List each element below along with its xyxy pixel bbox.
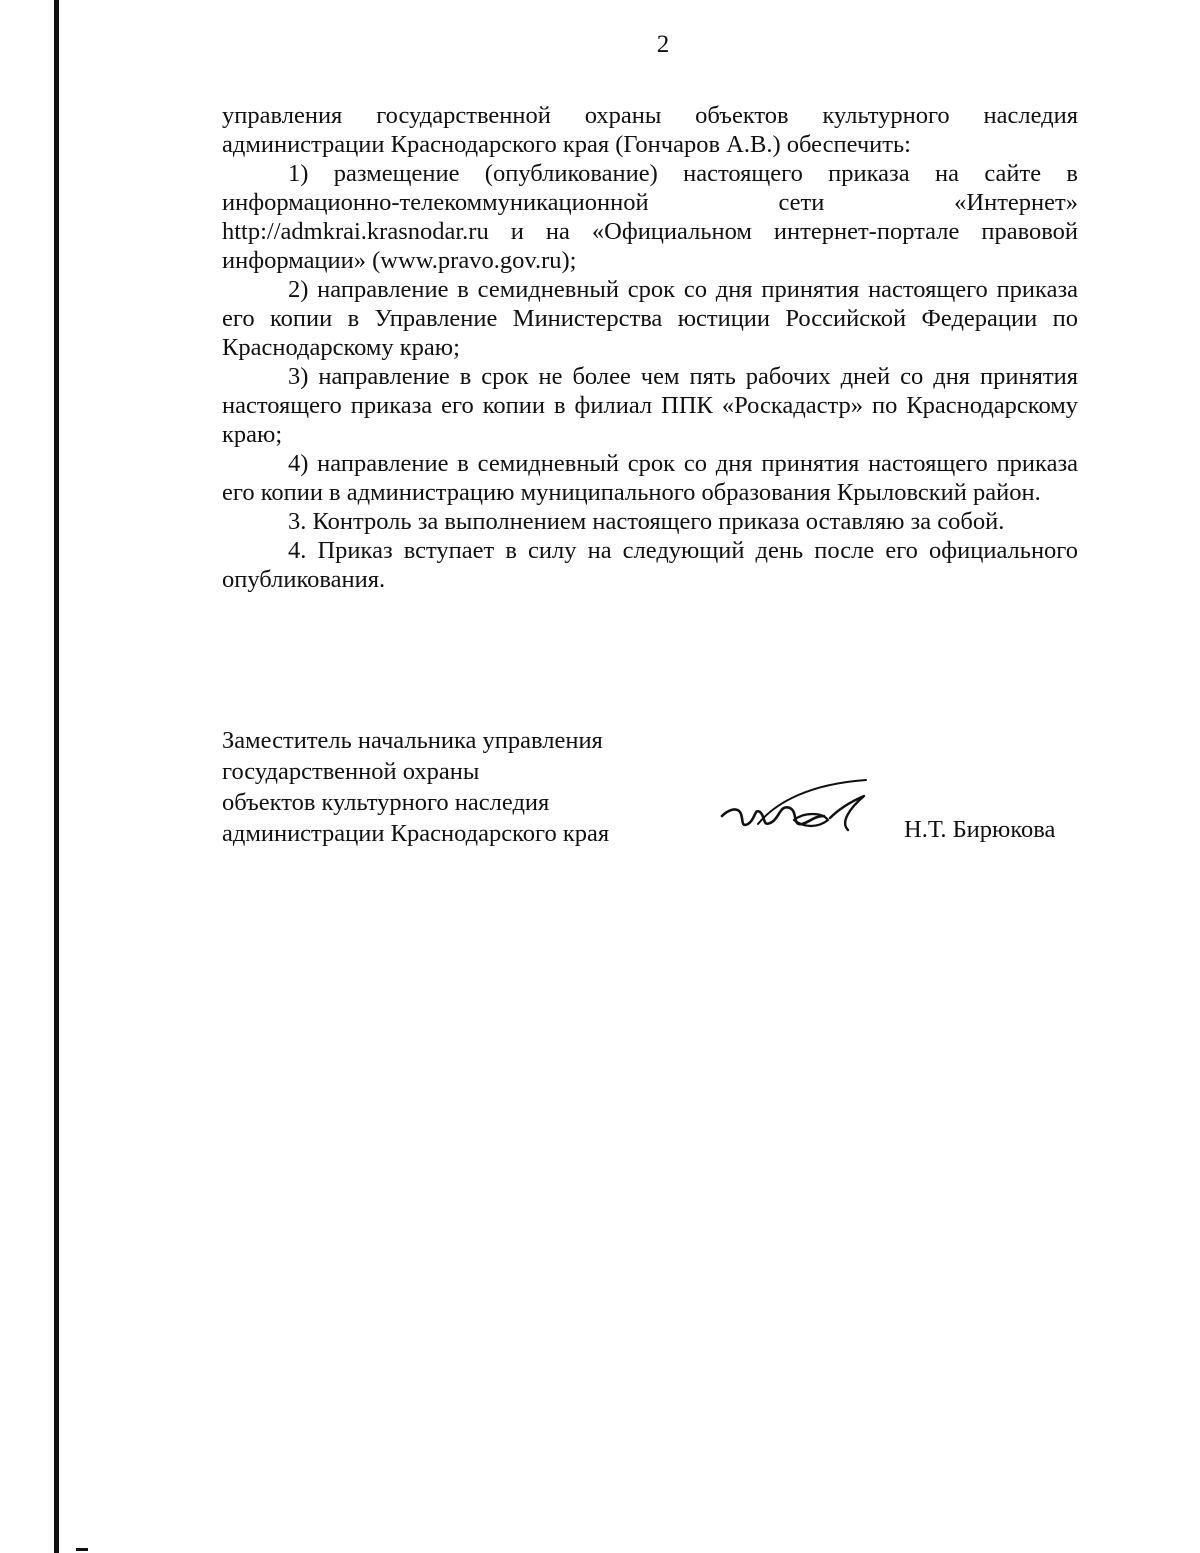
handwritten-signature bbox=[718, 772, 884, 842]
document-body bbox=[222, 101, 1078, 594]
position-line: объектов культурного наследия bbox=[222, 789, 550, 816]
position-line: администрации Краснодарского края bbox=[222, 820, 610, 847]
paragraph-item-2: 2) направление в семидневный срок со дня принятия настоящего приказа его копии в Управление Министерства юстиции Российской Федерации по Краснодарскому краю; bbox=[222, 276, 1078, 361]
signer-name: Н.Т. Бирюкова bbox=[904, 816, 1056, 843]
paragraph-item-1: 1) размещение (опубликование) настоящего приказа на сайте в информационно-телекоммуникационной сети «Интернет» http://admkrai.krasnodar.ru и на «Официальном интернет-портале правовой информации» (www.pravo.gov.ru); bbox=[222, 160, 1078, 274]
paragraph-item-3: 3) направление в срок не более чем пять рабочих дней со дня принятия настоящего приказа его копии в филиал ППК «Роскадастр» по Краснодарскому краю; bbox=[222, 363, 1078, 448]
paragraph-intro: управления государственной охраны объектов культурного наследия администрации Краснодарского края (Гончаров А.В.) обеспечить: bbox=[222, 102, 1078, 158]
page-number: 2 bbox=[656, 31, 670, 58]
position-line: государственной охраны bbox=[222, 758, 480, 785]
scan-left-border bbox=[54, 0, 59, 1553]
scan-mark bbox=[76, 1548, 88, 1551]
position-line: Заместитель начальника управления bbox=[222, 727, 603, 754]
paragraph-item-4: 4) направление в семидневный срок со дня принятия настоящего приказа его копии в администрацию муниципального образования Крыловский район. bbox=[222, 450, 1078, 506]
paragraph-effect: 4. Приказ вступает в силу на следующий день после его официального опубликования. bbox=[222, 537, 1078, 593]
signatory-position bbox=[222, 725, 609, 849]
paragraph-control: 3. Контроль за выполнением настоящего приказа оставляю за собой. bbox=[288, 508, 1005, 535]
